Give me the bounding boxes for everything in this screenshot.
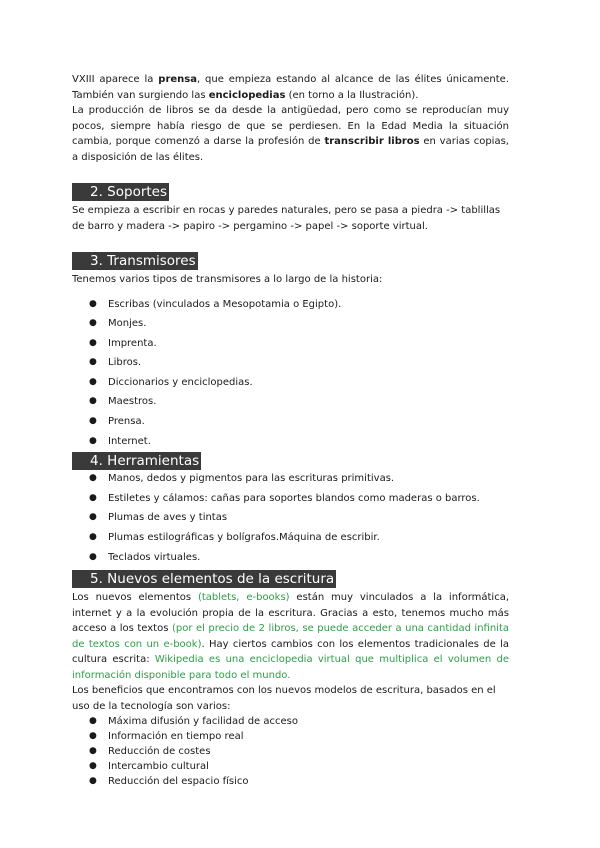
- list-item: ● Plumas de aves y tintas: [89, 512, 228, 524]
- heading-herramientas: 4. Herramientas: [72, 452, 201, 470]
- document-page: [72, 72, 509, 789]
- list-item: ● Teclados virtuales.: [89, 551, 201, 563]
- intro-paragraph-1: VXIII aparece la prensa, que empieza estando al alcance de las élites únicamente. También van surgiendo las enciclopedias (en torno a la Ilustración).: [72, 74, 509, 101]
- herramientas-list: [72, 472, 509, 570]
- list-item: ● Intercambio cultural: [89, 761, 209, 773]
- transmisores-list: [72, 298, 509, 455]
- list-item: ● Reducción del espacio físico: [89, 776, 249, 788]
- list-item: ● Internet.: [89, 435, 151, 447]
- list-item: ● Maestros.: [89, 396, 157, 408]
- list-item: ● Información en tiempo real: [89, 731, 244, 743]
- list-item: ● Diccionarios y enciclopedias.: [89, 376, 253, 388]
- list-item: ● Máxima difusión y facilidad de acceso: [89, 716, 298, 728]
- list-item: ● Escribas (vinculados a Mesopotamia o Egipto).: [89, 298, 342, 310]
- list-item: ● Prensa.: [89, 416, 145, 428]
- nuevos-paragraph-2: Los beneficios que encontramos con los nuevos modelos de escritura, basados en el uso de la tecnología son varios:: [72, 685, 496, 712]
- transmisores-intro: Tenemos varios tipos de transmisores a lo largo de la historia:: [72, 274, 383, 285]
- beneficios-list: [72, 714, 509, 789]
- list-item: ● Imprenta.: [89, 337, 157, 349]
- nuevos-paragraph-1: Los nuevos elementos (tablets, e-books) están muy vinculados a la informática, internet y a la evolución propia de la escritura. Gracias a esto, tenemos mucho más acceso a los textos (por el precio de 2 libros, se puede acceder a una cantidad infinita de textos con un e-book). Hay ciertos cambios con los elementos tradicionales de la cultura escrita: Wikipedia es una enciclopedia virtual que multiplica el volumen de información disponible para todo el mundo.: [72, 592, 510, 681]
- list-item: ● Plumas estilográficas y bolígrafos.Máquina de escribir.: [89, 532, 380, 544]
- list-item: ● Reducción de costes: [89, 746, 211, 758]
- heading-transmisores: 3. Transmisores: [72, 252, 198, 270]
- intro-paragraph-2: La producción de libros se da desde la antigüedad, pero como se reproducían muy pocos, siempre había riesgo de que se perdiesen. En la Edad Media la situación cambia, porque comenzó a darse la profesión de transcribir libros en varias copias, a disposición de las élites.: [72, 105, 509, 163]
- list-item: ● Monjes.: [89, 318, 147, 330]
- list-item: ● Libros.: [89, 357, 142, 369]
- list-item: ● Estiletes y cálamos: cañas para soportes blandos como maderas o barros.: [89, 492, 480, 504]
- heading-nuevos-elementos: 5. Nuevos elementos de la escritura: [72, 570, 336, 588]
- heading-soportes: 2. Soportes: [72, 183, 169, 201]
- soportes-paragraph: Se empieza a escribir en rocas y paredes naturales, pero se pasa a piedra -> tablillas de barro y madera -> papiro -> pergamino -> papel -> soporte virtual.: [72, 205, 501, 232]
- list-item: ● Manos, dedos y pigmentos para las escrituras primitivas.: [89, 473, 395, 485]
